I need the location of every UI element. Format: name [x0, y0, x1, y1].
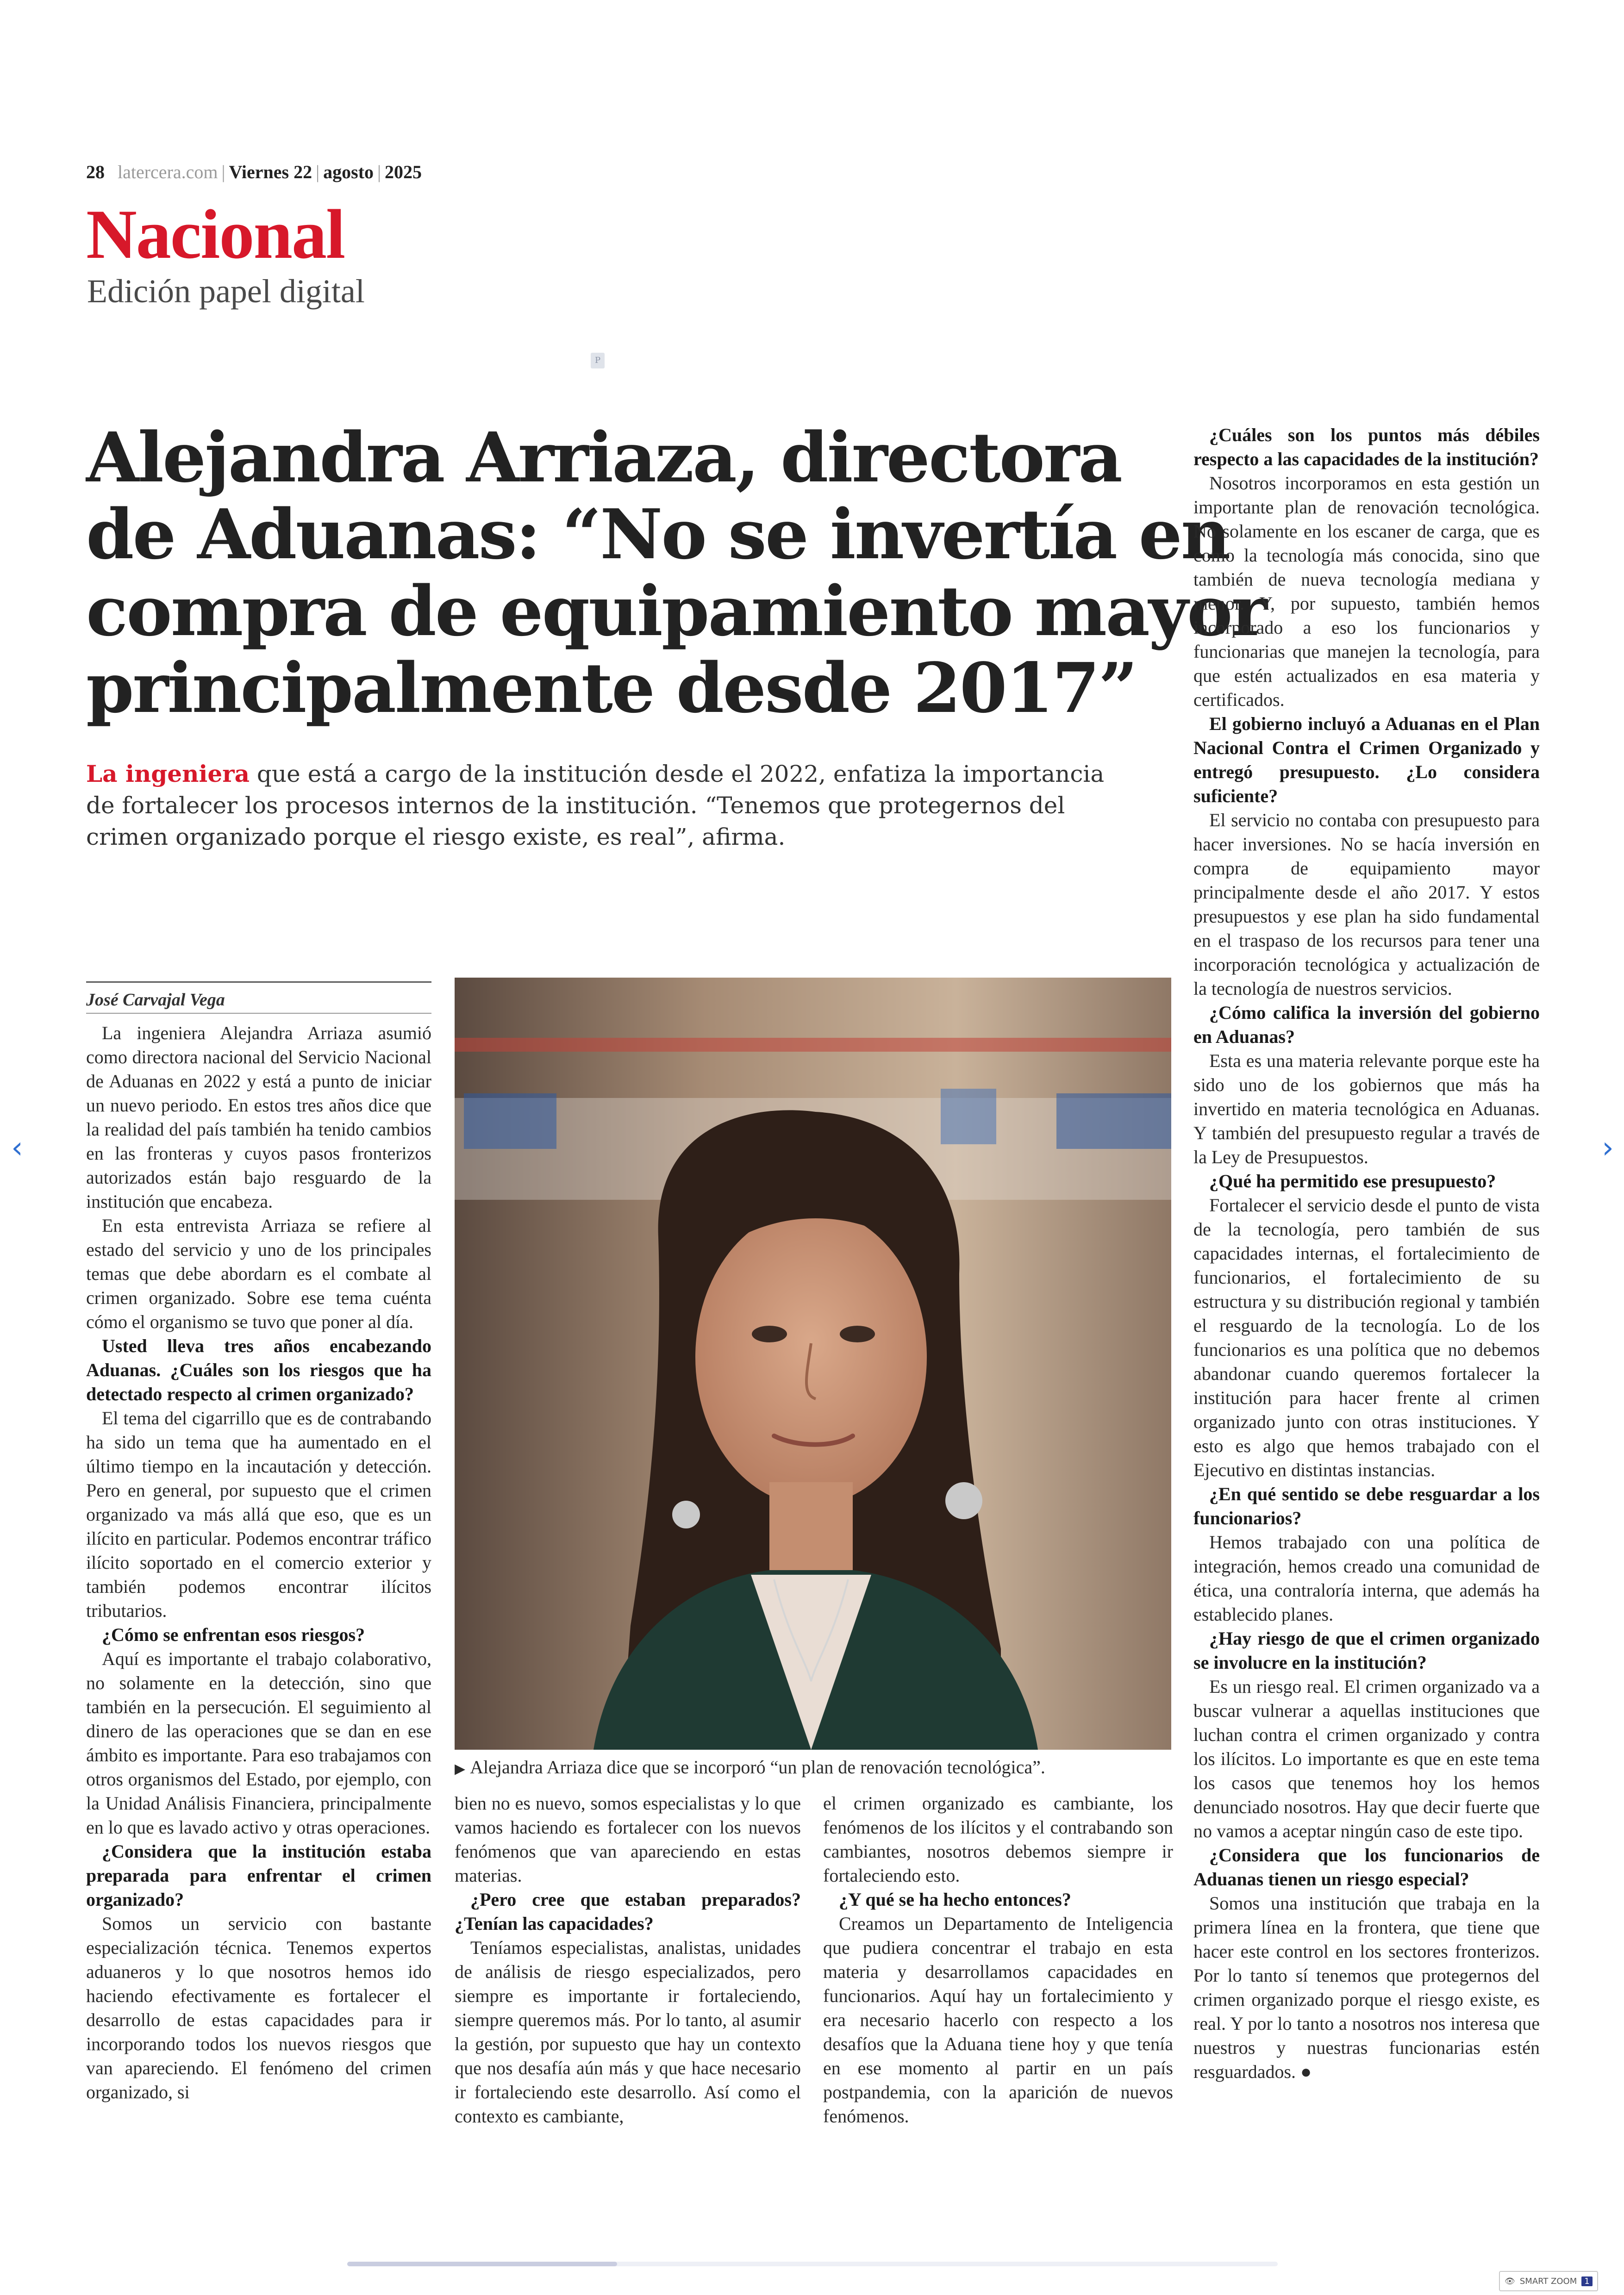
interview-question: ¿Pero cree que estaban preparados? ¿Tenían las capacidades? [455, 1889, 801, 1934]
body-paragraph: Hemos trabajado con una política de integración, hemos creado una comunidad de ética, una contraloría interna, que además ha establecido planes. [1193, 1532, 1540, 1625]
body-paragraph: Somos una institución que trabaja en la primera línea en la frontera, que tiene que hacer este control en los sectores fronterizos. Por lo tanto sí tenemos que protegernos del crimen organizado porque el riesgo existe, es real. Y por lo tanto a nosotros nos interesa que nuestros y nuestras funcionarias estén resguardados. ● [1193, 1893, 1540, 2082]
site-name: latercera.com [118, 162, 218, 182]
interview-question: Usted lleva tres años encabezando Aduanas. ¿Cuáles son los riesgos que ha detectado respecto al crimen organizado? [86, 1335, 431, 1404]
body-paragraph: Esta es una materia relevante porque este ha sido uno de los gobiernos que más ha invertido en materia tecnológica en Aduanas. Y también del presupuesto regular a través de la Ley de Presupuestos. [1193, 1050, 1540, 1167]
next-page-button[interactable]: › [1602, 1131, 1614, 1165]
portrait-illustration [455, 978, 1171, 1750]
folio-day: Viernes 22 [229, 162, 312, 182]
page-number: 28 [86, 162, 105, 182]
zoom-count: 1 [1581, 2276, 1592, 2286]
body-paragraph: En esta entrevista Arriaza se refiere al estado del servicio y uno de los principales temas que debe abordarn es el combate al crimen organizado. Sobre ese tema cuénta cómo el organismo se tuvo que poner al día. [86, 1215, 431, 1332]
section-title: Nacional [86, 195, 345, 273]
caption-arrow-icon: ▶ [455, 1761, 466, 1777]
body-paragraph: Teníamos especialistas, analistas, unidades de análisis de riesgo especializados, pero siempre es importante ir fortaleciendo, siempre queremos más. Por lo tanto, al asumir la gestión, por supuesto que hay un contexto que nos desafía aún más y que hace necesario ir fortaleciendo este desarrollo. Así como el contexto es cambiante, [455, 1937, 801, 2127]
folio-year: 2025 [385, 162, 422, 182]
previous-page-button[interactable]: ‹ [11, 1131, 23, 1165]
byline-rule [86, 1013, 431, 1014]
headline-line: compra de equipamiento mayor [86, 571, 1266, 651]
interview-question: ¿Cuáles son los puntos más débiles respecto a las capacidades de la institución? [1193, 424, 1540, 469]
deck-line: de fortalecer los procesos internos de la institución. “Tenemos que protegernos del [86, 792, 1065, 819]
caption-text: Alejandra Arriaza dice que se incorporó “un plan de renovación tecnológica”. [470, 1757, 1045, 1777]
body-column-3 [823, 1791, 1173, 2134]
interview-question: ¿Cómo califica la inversión del gobierno en Aduanas? [1193, 1002, 1540, 1047]
page-folio: 28 latercera.com | Viernes 22 | agosto | 2025 [86, 162, 422, 182]
portrait-photo [455, 978, 1171, 1750]
body-paragraph: Nosotros incorporamos en esta gestión un importante plan de renovación tecnológica. No solamente en los escaner de carga, que es como la tecnología más conocida, sino que también de nueva tecnología mediana y menor. Y, por supuesto, también hemos incorporado a eso los funcionarios y funcionarias que manejen la tecnología, para que estén actualizados en esa materia y certificados. [1193, 473, 1540, 710]
body-paragraph: Aquí es importante el trabajo colaborativo, no solamente en la detección, sino que también en la persecución. El seguimiento al dinero de las operaciones que se dan en ese ámbito es importante. Para eso trabajamos con otros organismos del Estado, por ejemplo, con la Unidad Análisis Financiera, principalmente en lo que es lavado activo y otras operaciones. [86, 1648, 431, 1838]
headline [86, 417, 1266, 728]
deck-line: crimen organizado porque el riesgo existe, es real”, afirma. [86, 823, 786, 850]
body-paragraph: La ingeniera Alejandra Arriaza asumió como directora nacional del Servicio Nacional de Aduanas en 2022 y está a punto de iniciar un nuevo periodo. En estos tres años dice que la realidad del país también ha tenido cambios en las fronteras y cuyos pasos fronterizos autorizados están bajo resguardo de la institución que encabeza. [86, 1023, 431, 1212]
body-column-2 [455, 1791, 801, 2134]
interview-question: ¿Hay riesgo de que el crimen organizado se involucre en la institución? [1193, 1628, 1540, 1673]
zoom-label: SMART ZOOM [1519, 2276, 1577, 2286]
headline-line: de Aduanas: “No se invertía en [86, 494, 1230, 574]
body-paragraph: bien no es nuevo, somos especialistas y lo que vamos haciendo es fortalecer con los nuevos fenómenos que van apareciendo en estas materias. [455, 1793, 801, 1886]
body-paragraph: el crimen organizado es cambiante, los fenómenos de los ilícitos y el contrabando son cambiantes, nosotros debemos siempre ir fortaleciendo esto. [823, 1793, 1173, 1886]
deck [86, 758, 1105, 853]
end-mark-icon: ● [1296, 2061, 1312, 2082]
interview-question: ¿Considera que los funcionarios de Aduanas tienen un riesgo especial? [1193, 1845, 1540, 1890]
byline-rule [86, 981, 431, 983]
byline: José Carvajal Vega [86, 990, 225, 1010]
body-paragraph: El tema del cigarrillo que es de contrabando ha sido un tema que ha aumentado en el último tiempo en la incautación y detección. Pero en general, por supuesto que el crimen organizado va más allá que eso, que es un ilícito en particular. Podemos encontrar tráfico ilícito soportado en el comercio exterior y también podemos encontrar ilícitos tributarios. [86, 1408, 431, 1621]
page-progress-fill [347, 2262, 617, 2266]
body-paragraph: Es un riesgo real. El crimen organizado va a buscar vulnerar a aquellas instituciones que luchan contra el crimen organizado y contra los ilícitos. Lo importante es que en este tema los casos que tenemos hoy los hemos denunciado nosotros. Hay que decir fuerte que no vamos a aceptar ningún caso de este tipo. [1193, 1676, 1540, 1841]
deck-lead: La ingeniera [86, 760, 250, 787]
photo-caption [455, 1756, 1177, 1778]
headline-line: principalmente desde 2017” [86, 648, 1137, 728]
interview-question: ¿Cómo se enfrentan esos riesgos? [102, 1624, 365, 1645]
body-column-1 [86, 1021, 431, 2132]
body-paragraph: Somos un servicio con bastante especialización técnica. Tenemos expertos aduaneros y lo que nosotros hemos ido haciendo efectivamente es fortalecer el desarrollo de estas capacidades para ir incorporando todos los nuevos riesgos que van apareciendo. El fenómeno del crimen organizado, si [86, 1913, 431, 2102]
eye-icon: 👁 [1505, 2276, 1515, 2286]
deck-line-rest: que está a cargo de la institución desde el 2022, enfatiza la importancia [249, 761, 1105, 787]
body-paragraph: Creamos un Departamento de Inteligencia que pudiera concentrar el trabajo en esta materia y desarrollamos capacidades en funcionarios. Aquí hay un fortalecimiento y era necesario hacerlo con respecto a los desafíos que la Aduana tiene hoy y que tenía en ese momento al partir en un país postpandemia, con la aparición de nuevos fenómenos. [823, 1913, 1173, 2127]
headline-line: Alejandra Arriaza, directora [86, 417, 1121, 498]
interview-question: ¿Considera que la institución estaba preparada para enfrentar el crimen organizado? [86, 1841, 431, 1910]
smart-zoom-button[interactable] [1499, 2271, 1598, 2291]
page-marker: P [591, 353, 605, 368]
body-paragraph: Fortalecer el servicio desde el punto de vista de la tecnología, pero también de sus capacidades internas, el fortalecimiento de funcionarios, el fortalecimiento de su estructura y su distribución regional y también el resguardo de la tecnología. Lo de los funcionarios es una política que no debemos abandonar cuando queremos fortalecer la institución para hacer frente al crimen organizado junto con otras instituciones. Y esto es algo que hemos trabajado con el Ejecutivo en distintas instancias. [1193, 1195, 1540, 1480]
body-paragraph: El servicio no contaba con presupuesto para hacer inversiones. No se hacía inversión en compra de equipamiento mayor principalmente desde el año 2017. Y estos presupuestos y ese plan ha sido fundamental en el traspaso de los recursos para tener una incorporación tecnológica y actualización de la tecnología de nuestros servicios. [1193, 810, 1540, 999]
folio-month: agosto [323, 162, 374, 182]
edition-label: Edición papel digital [87, 273, 365, 310]
interview-question: ¿Y qué se ha hecho entonces? [839, 1889, 1071, 1910]
interview-question: ¿En qué sentido se debe resguardar a los funcionarios? [1193, 1484, 1540, 1528]
interview-question: El gobierno incluyó a Aduanas en el Plan Nacional Contra el Crimen Organizado y entregó presupuesto. ¿Lo considera suficiente? [1193, 713, 1540, 806]
interview-question: ¿Qué ha permitido ese presupuesto? [1209, 1171, 1496, 1191]
body-column-4 [1193, 423, 1540, 2136]
deck-line [86, 758, 1105, 790]
